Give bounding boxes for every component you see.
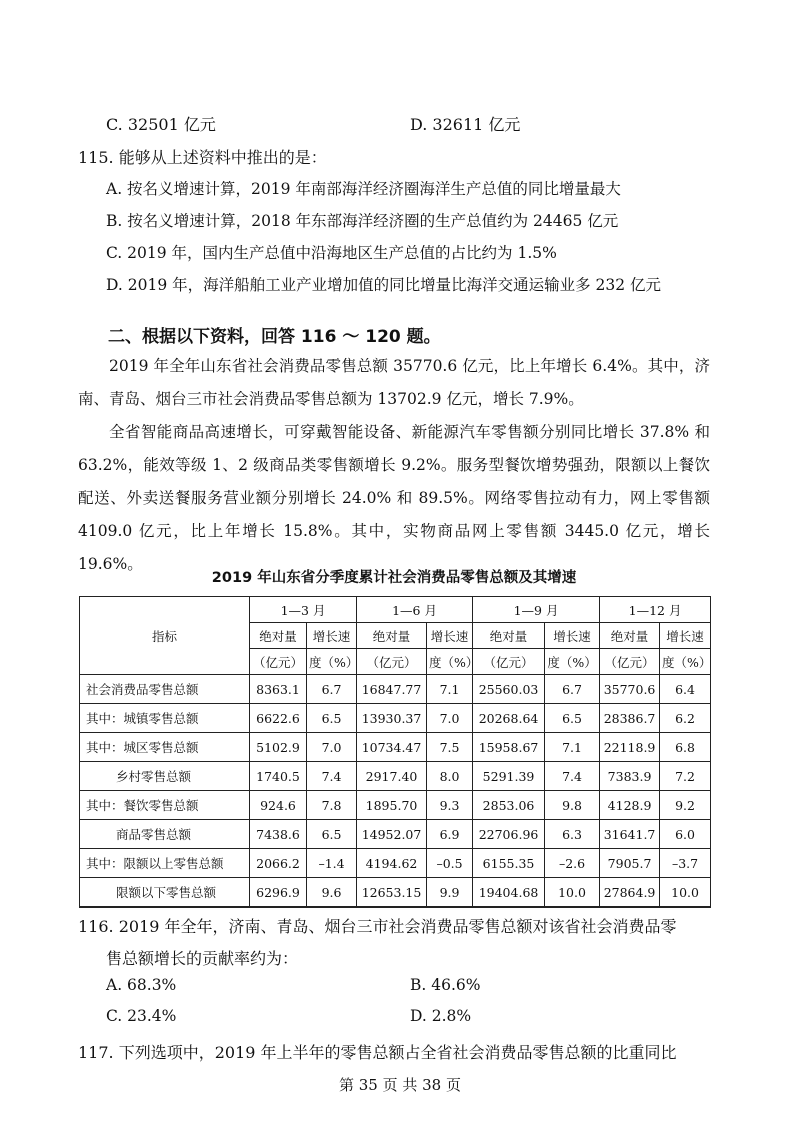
q114-option-d: D. 32611 亿元 bbox=[410, 115, 521, 134]
q116-stem-line2: 售总额增长的贡献率约为： bbox=[106, 949, 299, 968]
growth-rate-cell: 6.7 bbox=[307, 675, 357, 704]
abs-value-cell: 7383.9 bbox=[600, 762, 660, 791]
q116-option-a: A. 68.3% bbox=[106, 976, 177, 994]
rate-unit-header: 度（%） bbox=[307, 649, 357, 675]
q114-option-c: C. 32501 亿元 bbox=[106, 115, 216, 134]
material-paragraph-2: 全省智能商品高速增长，可穿戴智能设备、新能源汽车零售额分别同比增长 37.8% 和 63.2%，能效等级 1、2 级商品类零售额增长 9.2%。服务型餐饮增势强劲，限额以上餐饮配送、外卖送餐服务营业额分别增长 24.0% 和 89.5%。网络零售拉动有力，网上零售额 4109.0 亿元，比上年增长 15.8%。其中，实物商品网上零售额 3445.0 亿元，增长 19.6%。 bbox=[78, 423, 710, 573]
abs-value-cell: 12653.15 bbox=[357, 878, 427, 908]
abs-value-cell: 13930.37 bbox=[357, 704, 427, 733]
growth-rate-cell: 7.5 bbox=[427, 733, 473, 762]
growth-rate-cell: 6.3 bbox=[545, 820, 600, 849]
table-row bbox=[80, 762, 711, 791]
growth-rate-cell: 7.0 bbox=[307, 733, 357, 762]
rate-header: 增长速 bbox=[545, 623, 600, 649]
table-body bbox=[80, 675, 711, 908]
growth-rate-cell: 6.8 bbox=[660, 733, 711, 762]
period-header: 1—9 月 bbox=[473, 597, 600, 623]
material-text bbox=[78, 350, 710, 581]
table-row bbox=[80, 849, 711, 878]
abs-value-cell: 7905.7 bbox=[600, 849, 660, 878]
rate-unit-header: 度（%） bbox=[427, 649, 473, 675]
indicator-header: 指标 bbox=[80, 597, 250, 675]
abs-value-cell: 19404.68 bbox=[473, 878, 545, 908]
abs-value-cell: 5102.9 bbox=[250, 733, 307, 762]
abs-unit-header: （亿元） bbox=[473, 649, 545, 675]
table-row bbox=[80, 704, 711, 733]
abs-value-cell: 2917.40 bbox=[357, 762, 427, 791]
q115-option-b: B. 按名义增速计算，2018 年东部海洋经济圈的生产总值约为 24465 亿元 bbox=[106, 212, 619, 230]
growth-rate-cell: 7.4 bbox=[545, 762, 600, 791]
abs-value-cell: 6296.9 bbox=[250, 878, 307, 908]
growth-rate-cell: 7.8 bbox=[307, 791, 357, 820]
rate-header: 增长速 bbox=[307, 623, 357, 649]
abs-value-cell: 5291.39 bbox=[473, 762, 545, 791]
growth-rate-cell: –1.4 bbox=[307, 849, 357, 878]
growth-rate-cell: 9.6 bbox=[307, 878, 357, 908]
table-row bbox=[80, 675, 711, 704]
growth-rate-cell: 7.0 bbox=[427, 704, 473, 733]
q117-stem: 117. 下列选项中，2019 年上半年的零售总额占全省社会消费品零售总额的比重同比 bbox=[78, 1043, 677, 1062]
table-row bbox=[80, 878, 711, 908]
growth-rate-cell: 10.0 bbox=[660, 878, 711, 908]
abs-header: 绝对量 bbox=[250, 623, 307, 649]
growth-rate-cell: 7.2 bbox=[660, 762, 711, 791]
abs-value-cell: 15958.67 bbox=[473, 733, 545, 762]
growth-rate-cell: 6.9 bbox=[427, 820, 473, 849]
abs-value-cell: 4128.9 bbox=[600, 791, 660, 820]
growth-rate-cell: 9.9 bbox=[427, 878, 473, 908]
abs-value-cell: 2066.2 bbox=[250, 849, 307, 878]
growth-rate-cell: 6.7 bbox=[545, 675, 600, 704]
period-header: 1—12 月 bbox=[600, 597, 711, 623]
growth-rate-cell: 8.0 bbox=[427, 762, 473, 791]
growth-rate-cell: 9.8 bbox=[545, 791, 600, 820]
growth-rate-cell: 6.5 bbox=[307, 704, 357, 733]
growth-rate-cell: 7.4 bbox=[307, 762, 357, 791]
abs-value-cell: 20268.64 bbox=[473, 704, 545, 733]
growth-rate-cell: 7.1 bbox=[545, 733, 600, 762]
table-row bbox=[80, 733, 711, 762]
abs-value-cell: 31641.7 bbox=[600, 820, 660, 849]
abs-value-cell: 22706.96 bbox=[473, 820, 545, 849]
growth-rate-cell: 6.2 bbox=[660, 704, 711, 733]
abs-header: 绝对量 bbox=[473, 623, 545, 649]
q115-option-c: C. 2019 年，国内生产总值中沿海地区生产总值的占比约为 1.5% bbox=[106, 244, 557, 262]
period-header: 1—6 月 bbox=[357, 597, 473, 623]
table-row bbox=[80, 820, 711, 849]
abs-value-cell: 35770.6 bbox=[600, 675, 660, 704]
q115-option-a: A. 按名义增速计算，2019 年南部海洋经济圈海洋生产总值的同比增量最大 bbox=[106, 180, 621, 198]
table-title: 2019 年山东省分季度累计社会消费品零售总额及其增速 bbox=[211, 570, 577, 586]
section-heading: 二、根据以下资料，回答 116 ～ 120 题。 bbox=[108, 327, 441, 347]
growth-rate-cell: 6.0 bbox=[660, 820, 711, 849]
row-label: 其中：餐饮零售总额 bbox=[80, 791, 250, 820]
growth-rate-cell: 9.3 bbox=[427, 791, 473, 820]
rate-header: 增长速 bbox=[660, 623, 711, 649]
growth-rate-cell: 9.2 bbox=[660, 791, 711, 820]
abs-value-cell: 27864.9 bbox=[600, 878, 660, 908]
q116-option-b: B. 46.6% bbox=[410, 976, 481, 994]
page-number: 第 35 页 共 38 页 bbox=[338, 1076, 461, 1094]
abs-value-cell: 22118.9 bbox=[600, 733, 660, 762]
growth-rate-cell: –0.5 bbox=[427, 849, 473, 878]
abs-value-cell: 2853.06 bbox=[473, 791, 545, 820]
abs-header: 绝对量 bbox=[357, 623, 427, 649]
table-row bbox=[80, 791, 711, 820]
abs-value-cell: 28386.7 bbox=[600, 704, 660, 733]
abs-value-cell: 25560.03 bbox=[473, 675, 545, 704]
q116-stem-line1: 116. 2019 年全年，济南、青岛、烟台三市社会消费品零售总额对该省社会消费品零 bbox=[78, 917, 677, 936]
rate-unit-header: 度（%） bbox=[545, 649, 600, 675]
abs-value-cell: 1740.5 bbox=[250, 762, 307, 791]
q115-stem: 115. 能够从上述资料中推出的是： bbox=[78, 148, 327, 167]
abs-value-cell: 6155.35 bbox=[473, 849, 545, 878]
abs-unit-header: （亿元） bbox=[600, 649, 660, 675]
abs-value-cell: 6622.6 bbox=[250, 704, 307, 733]
abs-value-cell: 14952.07 bbox=[357, 820, 427, 849]
growth-rate-cell: 6.5 bbox=[545, 704, 600, 733]
period-header: 1—3 月 bbox=[250, 597, 357, 623]
growth-rate-cell: 10.0 bbox=[545, 878, 600, 908]
abs-value-cell: 10734.47 bbox=[357, 733, 427, 762]
row-label: 其中：城镇零售总额 bbox=[80, 704, 250, 733]
abs-value-cell: 8363.1 bbox=[250, 675, 307, 704]
growth-rate-cell: –3.7 bbox=[660, 849, 711, 878]
row-label: 限额以下零售总额 bbox=[80, 878, 250, 908]
row-label: 商品零售总额 bbox=[80, 820, 250, 849]
material-paragraph-1: 2019 年全年山东省社会消费品零售总额 35770.6 亿元，比上年增长 6.4%。其中，济南、青岛、烟台三市社会消费品零售总额为 13702.9 亿元，增长 7.9%。 bbox=[78, 357, 710, 408]
row-label: 其中：限额以上零售总额 bbox=[80, 849, 250, 878]
abs-value-cell: 1895.70 bbox=[357, 791, 427, 820]
abs-unit-header: （亿元） bbox=[250, 649, 307, 675]
q115-option-d: D. 2019 年，海洋船舶工业产业增加值的同比增量比海洋交通运输业多 232 亿元 bbox=[106, 276, 662, 294]
growth-rate-cell: 7.1 bbox=[427, 675, 473, 704]
row-label: 乡村零售总额 bbox=[80, 762, 250, 791]
row-label: 其中：城区零售总额 bbox=[80, 733, 250, 762]
retail-sales-table bbox=[79, 596, 711, 908]
abs-value-cell: 16847.77 bbox=[357, 675, 427, 704]
abs-header: 绝对量 bbox=[600, 623, 660, 649]
abs-value-cell: 7438.6 bbox=[250, 820, 307, 849]
growth-rate-cell: –2.6 bbox=[545, 849, 600, 878]
rate-header: 增长速 bbox=[427, 623, 473, 649]
rate-unit-header: 度（%） bbox=[660, 649, 711, 675]
growth-rate-cell: 6.4 bbox=[660, 675, 711, 704]
row-label: 社会消费品零售总额 bbox=[80, 675, 250, 704]
growth-rate-cell: 6.5 bbox=[307, 820, 357, 849]
q116-option-d: D. 2.8% bbox=[410, 1007, 472, 1025]
abs-value-cell: 924.6 bbox=[250, 791, 307, 820]
abs-unit-header: （亿元） bbox=[357, 649, 427, 675]
abs-value-cell: 4194.62 bbox=[357, 849, 427, 878]
q116-option-c: C. 23.4% bbox=[106, 1007, 177, 1025]
